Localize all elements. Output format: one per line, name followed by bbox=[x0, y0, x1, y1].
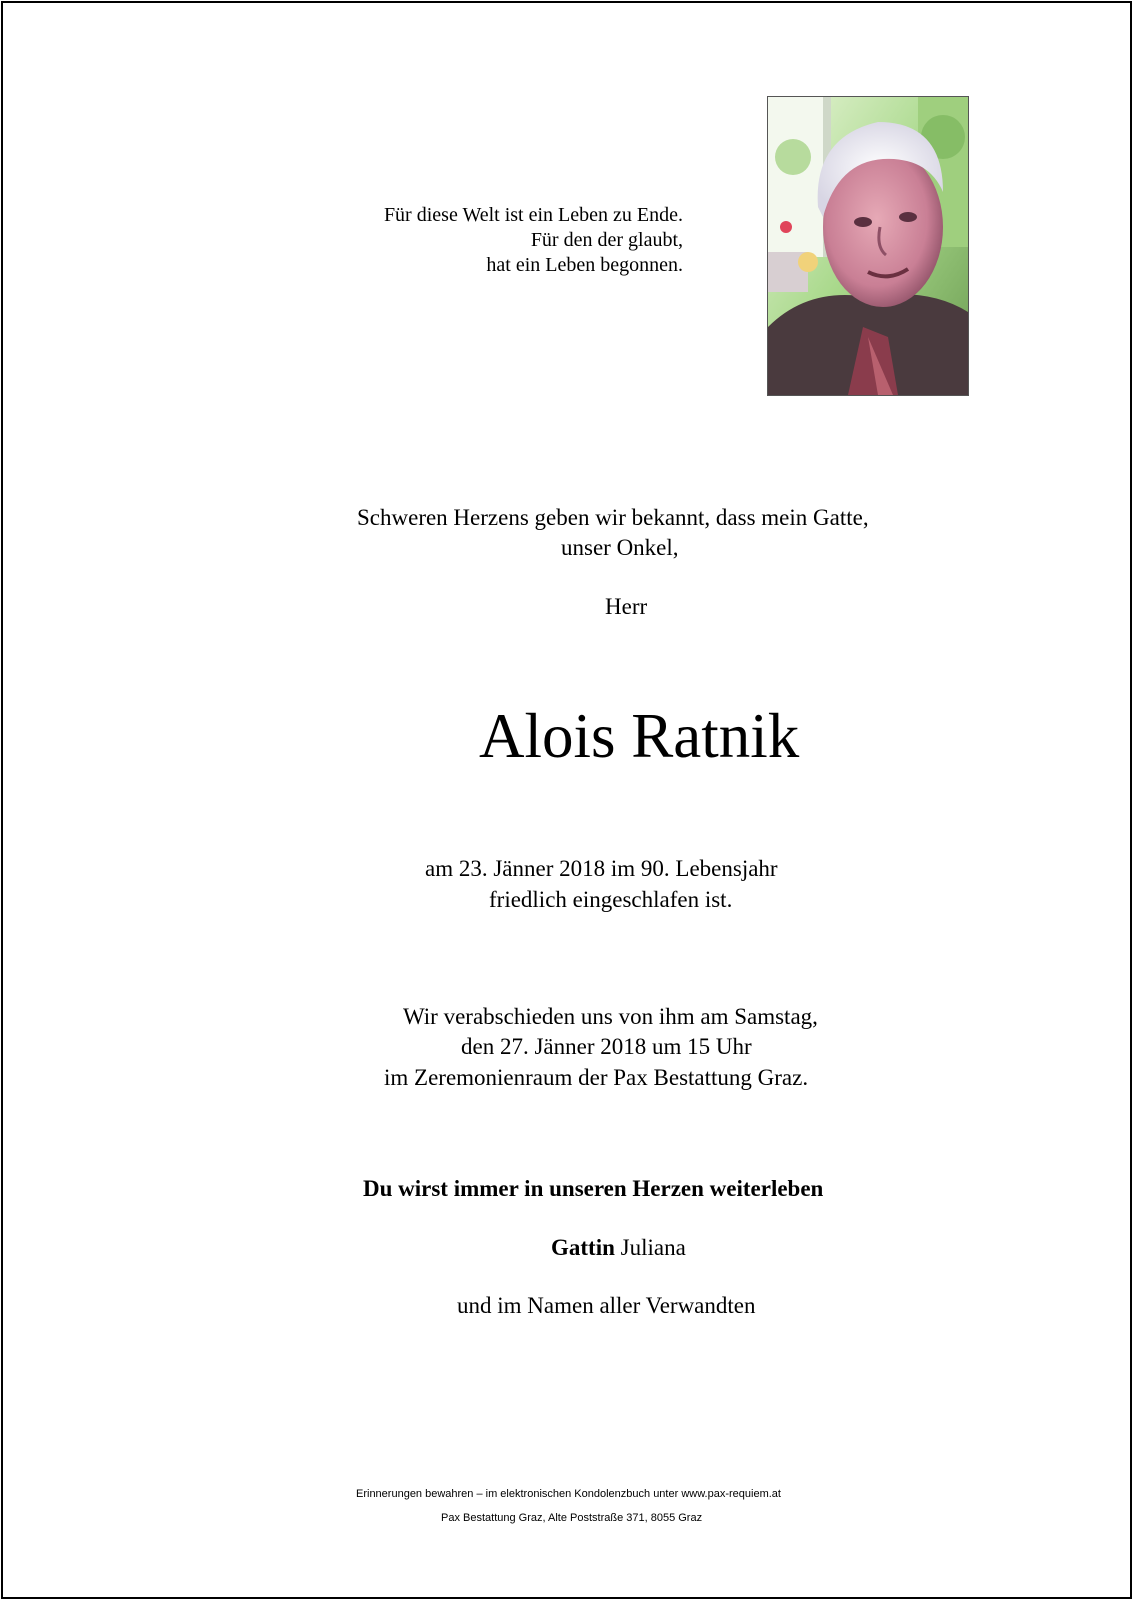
spouse-line bbox=[551, 1235, 686, 1261]
funeral-line-3: im Zeremonienraum der Pax Bestattung Graz. bbox=[384, 1065, 809, 1090]
death-date-line-1: am 23. Jänner 2018 im 90. Lebensjahr bbox=[425, 856, 778, 881]
condolence-note: Erinnerungen bewahren – im elektronischen Kondolenzbuch unter www.pax-requiem.at bbox=[356, 1488, 781, 1500]
funeral-line-1: Wir verabschieden uns von ihm am Samstag, bbox=[403, 1004, 818, 1029]
deceased-name: Alois Ratnik bbox=[479, 701, 800, 771]
poem-line-2: Für den der glaubt, bbox=[530, 229, 683, 251]
announcement-intro-line-2: unser Onkel, bbox=[561, 535, 679, 560]
spouse-name: Juliana bbox=[614, 1235, 686, 1260]
funeral-home-address: Pax Bestattung Graz, Alte Poststraße 371, 8055 Graz bbox=[441, 1512, 703, 1524]
funeral-line-2: den 27. Jänner 2018 um 15 Uhr bbox=[461, 1034, 752, 1059]
announcement-intro-line-1: Schweren Herzens geben wir bekannt, dass mein Gatte, bbox=[357, 505, 869, 530]
memorial-motto: Du wirst immer in unseren Herzen weiterleben bbox=[363, 1176, 824, 1201]
poem-line-3: hat ein Leben begonnen. bbox=[486, 254, 683, 276]
portrait-photo bbox=[767, 96, 969, 396]
death-date-line-2: friedlich eingeschlafen ist. bbox=[489, 887, 733, 912]
honorific: Herr bbox=[605, 594, 648, 619]
poem-line-1: Für diese Welt ist ein Leben zu Ende. bbox=[383, 204, 683, 226]
spouse-role: Gattin bbox=[551, 1235, 615, 1260]
obituary-page bbox=[1, 1, 1132, 1599]
relatives-line: und im Namen aller Verwandten bbox=[457, 1293, 756, 1318]
poem bbox=[303, 203, 683, 278]
